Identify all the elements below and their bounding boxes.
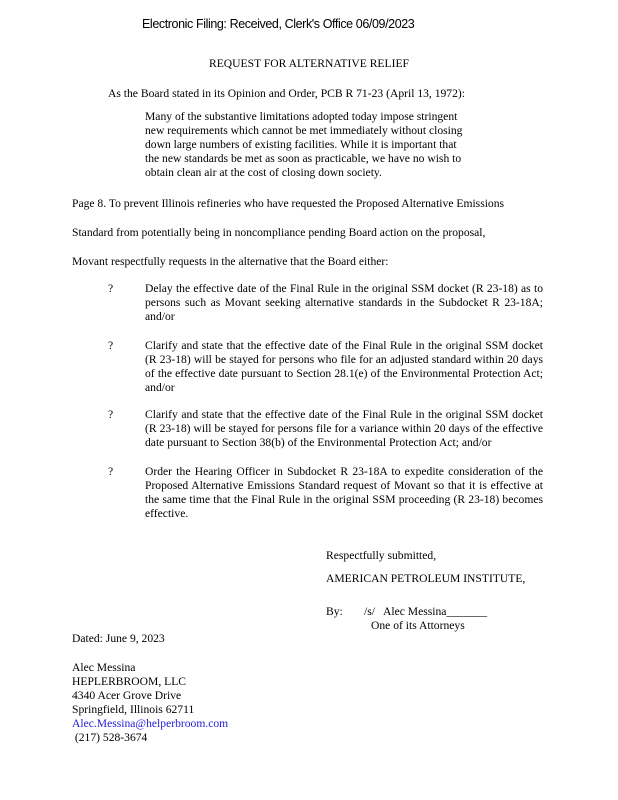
contact-city: Springfield, Illinois 62711 <box>72 703 195 716</box>
relief-item: Clarify and state that the effective date of the Final Rule in the original SSM docket (R 23-18) will be stayed for persons who file for an adjusted standard within 20 days of the effective date pursuant to Section 28.1(e) of the Environmental Protection Act; and/or <box>145 339 543 394</box>
contact-name: Alec Messina <box>72 661 136 674</box>
signature-organization: AMERICAN PETROLEUM INSTITUTE, <box>326 572 526 585</box>
bullet-marker: ? <box>108 282 114 295</box>
signature-closing: Respectfully submitted, <box>326 549 437 562</box>
signature-by-label: By: <box>326 605 343 618</box>
quote-line: the new standards be met as soon as practicable, we have no wish to <box>145 152 462 165</box>
relief-item: Delay the effective date of the Final Rule in the original SSM docket (R 23-18) as to persons such as Movant seeking alternative standards in the Subdocket R 23-18A; and/or <box>145 282 543 323</box>
intro-paragraph: As the Board stated in its Opinion and Order, PCB R 71-23 (April 13, 1972): <box>108 87 465 100</box>
relief-item: Order the Hearing Officer in Subdocket R 23-18A to expedite consideration of the Proposed Alternative Emissions Standard request of Movant so that it is effective at the same time that the Final Rule in the original SSM proceeding (R 23-18) becomes effective. <box>145 465 543 520</box>
signature-role: One of its Attorneys <box>371 619 465 632</box>
filing-stamp: Electronic Filing: Received, Clerk's Office 06/09/2023 <box>142 17 415 31</box>
document-title: REQUEST FOR ALTERNATIVE RELIEF <box>208 57 409 70</box>
contact-email-link[interactable]: Alec.Messina@helperbroom.com <box>72 717 229 730</box>
body-line: Standard from potentially being in noncompliance pending Board action on the proposal, <box>72 226 486 239</box>
quote-line: new requirements which cannot be met immediately without closing <box>145 124 463 137</box>
quote-line: Many of the substantive limitations adopted today impose stringent <box>145 110 458 123</box>
body-line: Page 8. To prevent Illinois refineries who have requested the Proposed Alternative Emissions <box>72 197 505 210</box>
bullet-marker: ? <box>108 465 114 478</box>
bullet-marker: ? <box>108 339 114 352</box>
contact-firm: HEPLERBROOM, LLC <box>72 675 187 688</box>
body-line: Movant respectfully requests in the alternative that the Board either: <box>72 255 389 268</box>
signature-line: /s/ Alec Messina_______ <box>364 605 488 618</box>
dated-line: Dated: June 9, 2023 <box>72 632 165 645</box>
contact-block <box>72 661 228 745</box>
bullet-marker: ? <box>108 408 114 421</box>
quote-line: obtain clean air at the cost of closing down society. <box>145 166 382 179</box>
contact-phone: (217) 528-3674 <box>72 731 148 744</box>
block-quote <box>145 110 485 180</box>
relief-item: Clarify and state that the effective date of the Final Rule in the original SSM docket (R 23-18) will be stayed for persons file for a variance within 20 days of the effective date pursuant to Section 38(b) of the Environmental Protection Act; and/or <box>145 408 543 449</box>
quote-line: down large numbers of existing facilities. While it is important that <box>145 138 457 151</box>
contact-street: 4340 Acer Grove Drive <box>72 689 182 702</box>
